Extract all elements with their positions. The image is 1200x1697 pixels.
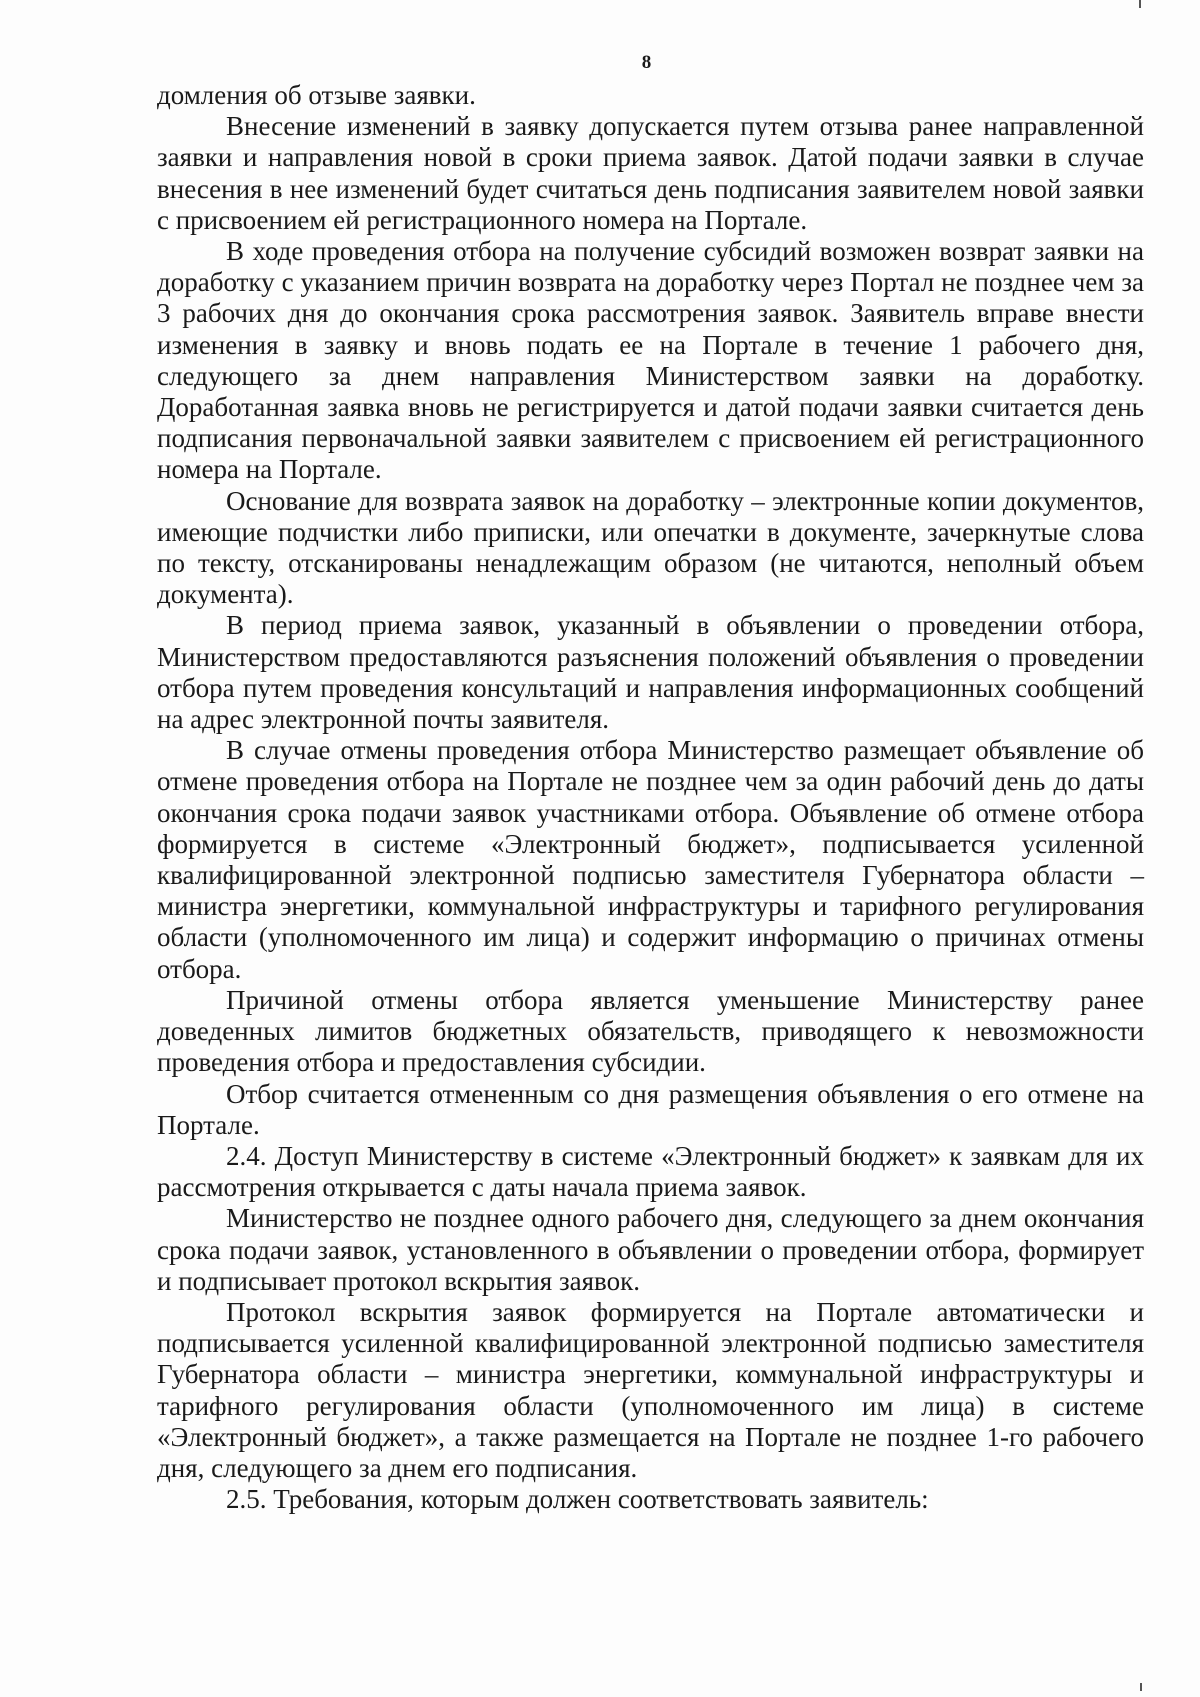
paragraph: В период приема заявок, указанный в объявлении о проведении отбора, Министерством предоставляются разъяснения положений объявления о проведении отбора путем проведения консультаций и направления информационных сообщений на адрес электронной почты заявителя. xyxy=(157,610,1144,735)
paragraph: Министерство не позднее одного рабочего дня, следующего за днем окончания срока подачи заявок, установленного в объявлении о проведении отбора, формирует и подписывает протокол вскрытия заявок. xyxy=(157,1203,1144,1296)
paragraph: Причиной отмены отбора является уменьшение Министерству ранее доведенных лимитов бюджетных обязательств, приводящего к невозможности проведения отбора и предоставления субсидии. xyxy=(157,984,1144,1078)
paragraph: Основание для возврата заявок на доработку – электронные копии документов, имеющие подчистки либо приписки, или опечатки в документе, зачеркнутые слова по тексту, отсканированы ненадлежащим образом (не читаются, неполный объем документа). xyxy=(157,485,1144,610)
scan-artifact xyxy=(1139,0,1141,8)
page-number: 8 xyxy=(641,52,653,73)
paragraph: 2.5. Требования, которым должен соответствовать заявитель: xyxy=(226,1484,929,1515)
document-body xyxy=(157,80,1144,1515)
paragraph: Отбор считается отмененным со дня размещения объявления о его отмене на Портале. xyxy=(157,1078,1144,1140)
paragraph: В случае отмены проведения отбора Министерство размещает объявление об отмене проведения отбора на Портале не позднее чем за один рабочий день до даты окончания срока подачи заявок участниками отбора. Объявление об отмене отбора формируется в системе «Электронный бюджет», подписывается усиленной квалифицированной электронной подписью заместителя Губернатора области – министра энергетики, коммунальной инфраструктуры и тарифного регулирования области (уполномоченного им лица) и содержит информацию о причинах отмены отбора. xyxy=(157,735,1144,984)
paragraph: домления об отзыве заявки. xyxy=(157,80,476,110)
scan-artifact xyxy=(1140,1683,1142,1691)
paragraph: 2.4. Доступ Министерству в системе «Электронный бюджет» к заявкам для их рассмотрения открывается с даты начала приема заявок. xyxy=(157,1140,1144,1203)
paragraph: В ходе проведения отбора на получение субсидий возможен возврат заявки на доработку с указанием причин возврата на доработку через Портал не позднее чем за 3 рабочих дня до окончания срока рассмотрения заявок. Заявитель вправе внести изменения в заявку и вновь подать ее на Портале в течение 1 рабочего дня, следующего за днем направления Министерством заявки на доработку. Доработанная заявка вновь не регистрируется и датой подачи заявки считается день подписания первоначальной заявки заявителем с присвоением ей регистрационного номера на Портале. xyxy=(157,236,1144,485)
paragraph: Протокол вскрытия заявок формируется на Портале автоматически и подписывается усиленной квалифицированной электронной подписью заместителя Губернатора области – министра энергетики, коммунальной инфраструктуры и тарифного регулирования области (уполномоченного им лица) в системе «Электронный бюджет», а также размещается на Портале не позднее 1-го рабочего дня, следующего за днем его подписания. xyxy=(157,1296,1144,1483)
paragraph: Внесение изменений в заявку допускается путем отзыва ранее направленной заявки и направления новой в сроки приема заявок. Датой подачи заявки в случае внесения в нее изменений будет считаться день подписания заявителем новой заявки с присвоением ей регистрационного номера на Портале. xyxy=(157,111,1144,235)
